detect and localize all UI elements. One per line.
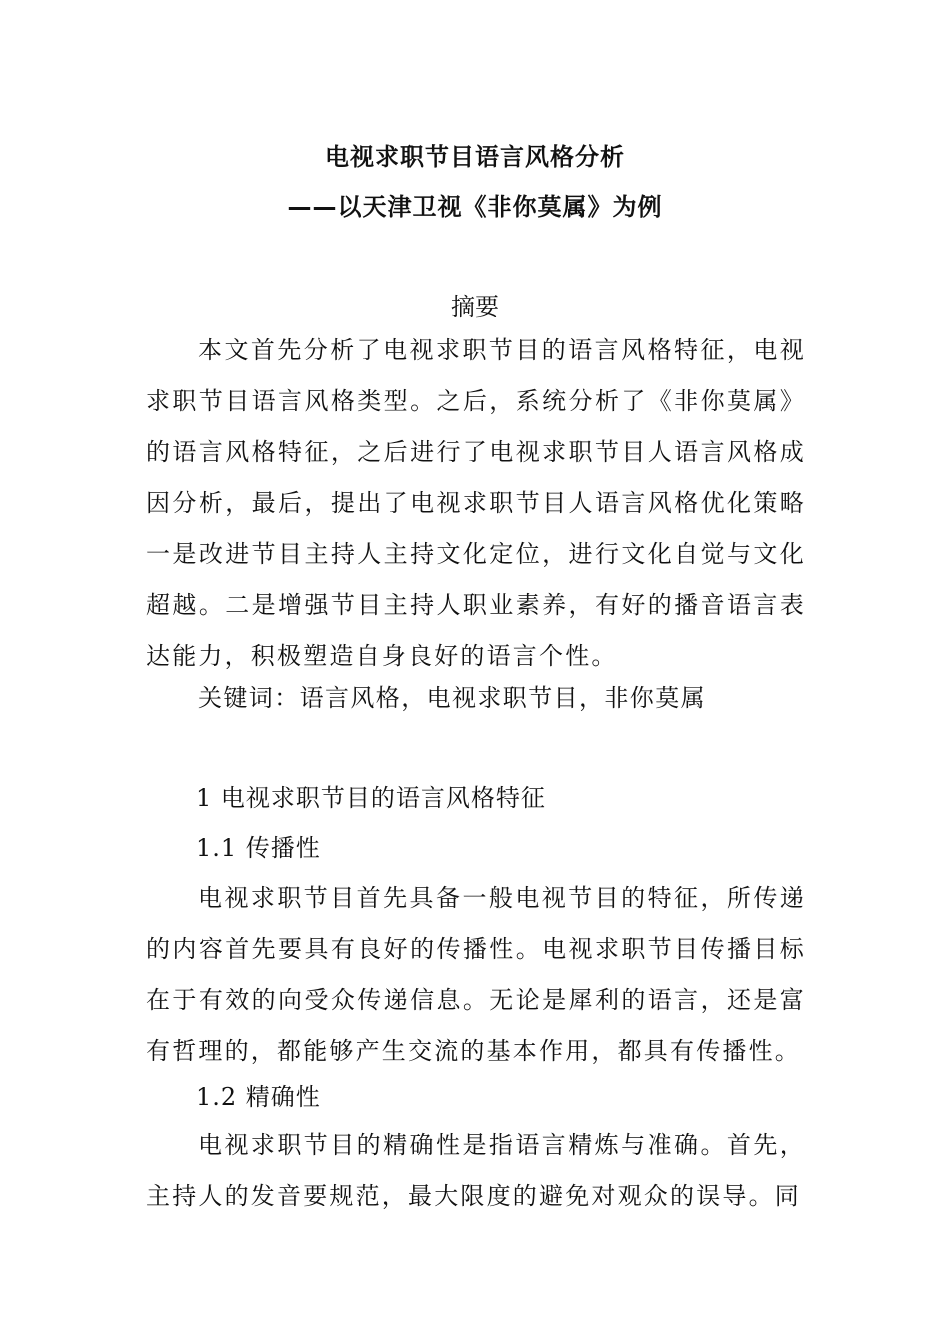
section-heading-1-2: 1.2 精确性 [196, 1083, 321, 1111]
keywords-line: 关键词：语言风格，电视求职节目，非你莫属 [198, 684, 706, 712]
document-subtitle: ——以天津卫视《非你莫属》为例 [287, 193, 663, 221]
abstract-body: 本文首先分析了电视求职节目的语言风格特征，电视求职节目语言风格类型。之后，系统分析了《非你莫属》的语言风格特征，之后进行了电视求职节目人语言风格成因分析，最后，提出了电视求职节目人语言风格优化策略一是改进节目主持人主持文化定位，进行文化自觉与文化超越。二是增强节目主持人职业素养，有好的播音语言表达能力，积极塑造自身良好的语言个性。 [146, 336, 806, 670]
section-body-1-1: 电视求职节目首先具备一般电视节目的特征，所传递的内容首先要具有良好的传播性。电视求职节目传播目标在于有效的向受众传递信息。无论是犀利的语言，还是富有哲理的，都能够产生交流的基本作用，都具有传播性。 [146, 884, 806, 1065]
section-heading-1: 1 电视求职节目的语言风格特征 [196, 784, 546, 812]
document-title: 电视求职节目语言风格分析 [325, 143, 625, 171]
section-heading-1-1: 1.1 传播性 [196, 834, 321, 862]
abstract-heading: 摘要 [451, 293, 499, 321]
section-body-1-2: 电视求职节目的精确性是指语言精炼与准确。首先，主持人的发音要规范，最大限度的避免对观众的误导。同 [146, 1131, 806, 1210]
